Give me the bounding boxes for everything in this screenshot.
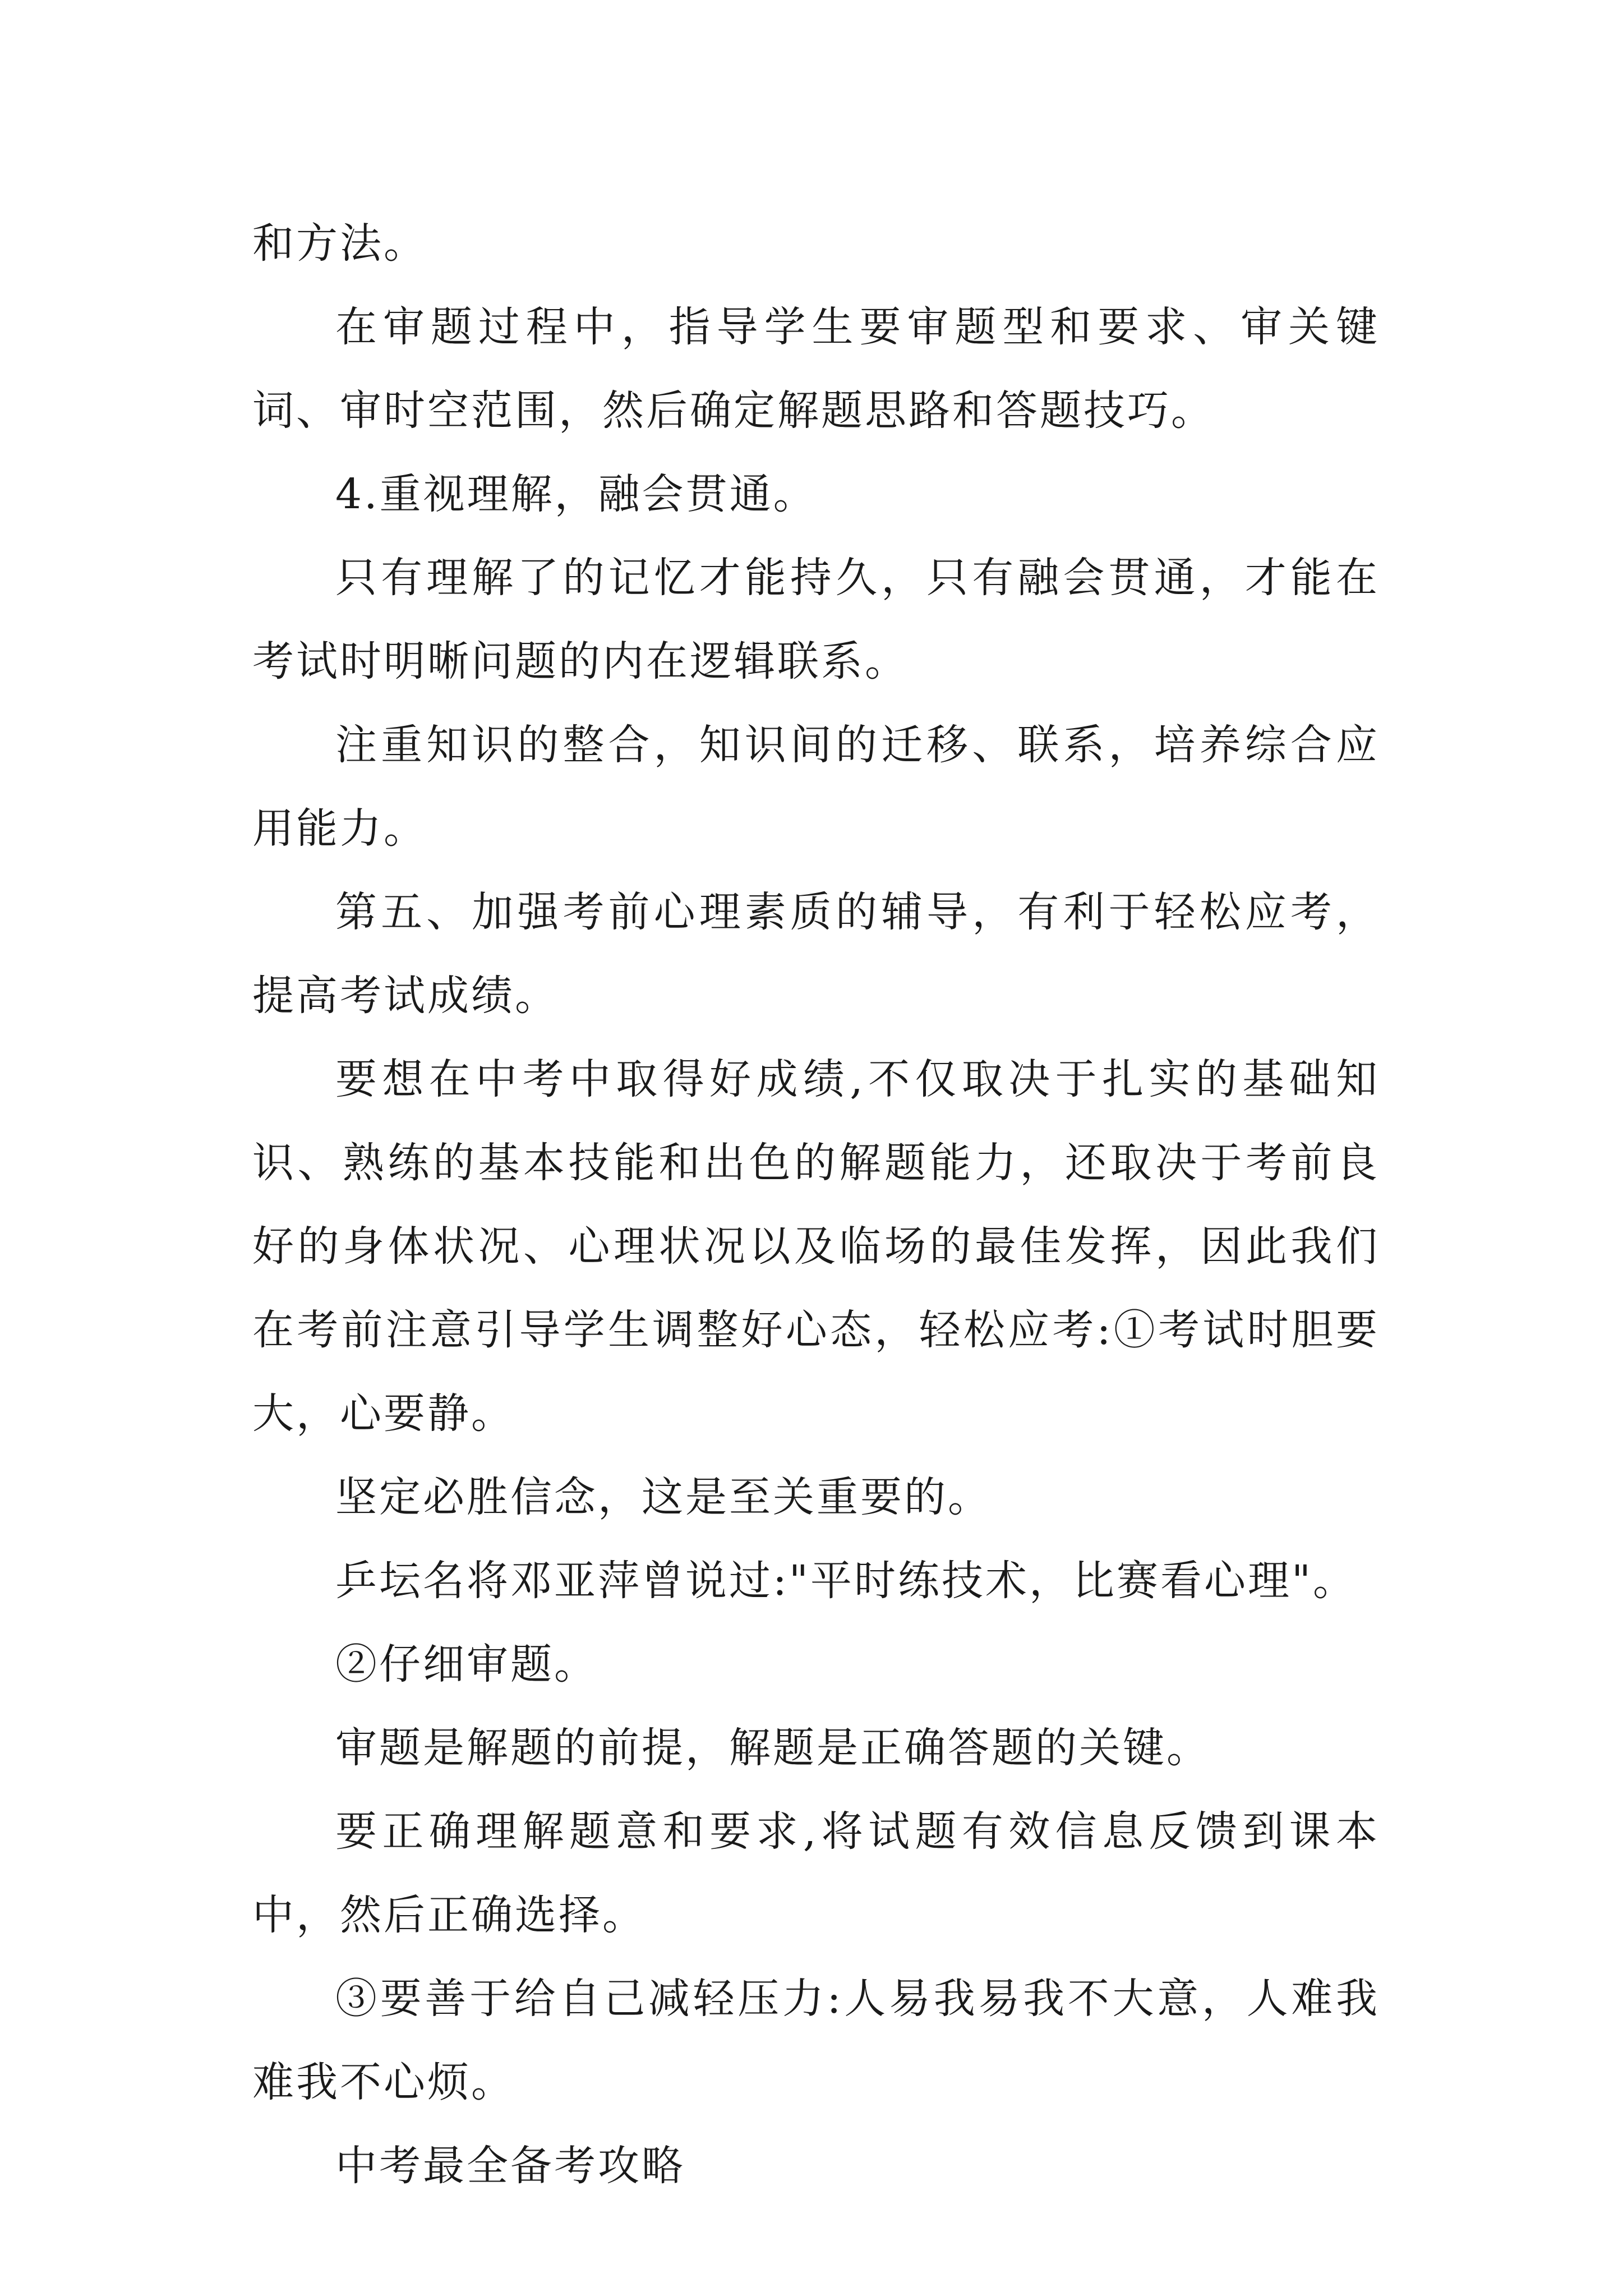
paragraph: 要想在中考中取得好成绩,不仅取决于扎实的基础知识、熟练的基本技能和出色的解题能力，还取决于考前良好的身体状况、心理状况以及临场的最佳发挥，因此我们在考前注意引导学生调整好心态，轻松应考:①考试时胆要大，心要静。 [252,1055,1380,1438]
paragraph: ②仔细审题。 [335,1640,598,1688]
paragraph: ③要善于给自己减轻压力:人易我易我不大意，人难我难我不心烦。 [252,1975,1380,2106]
paragraph: 乒坛名将邓亚萍曾说过:"平时练技术，比赛看心理"。 [335,1557,1357,1605]
document-body [252,202,1380,2208]
paragraph: 和方法。 [252,219,427,268]
section-heading: 中考最全备考攻略 [335,2142,685,2190]
paragraph: 在审题过程中，指导学生要审题型和要求、审关键词、审时空范围，然后确定解题思路和答题技巧。 [252,303,1380,435]
paragraph: 审题是解题的前提，解题是正确答题的关键。 [335,1724,1210,1772]
paragraph: 要正确理解题意和要求,将试题有效信息反馈到课本中，然后正确选择。 [252,1807,1380,1939]
paragraph: 只有理解了的记忆才能持久，只有融会贯通，才能在考试时明晰问题的内在逻辑联系。 [252,554,1380,685]
paragraph: 第五、加强考前心理素质的辅导，有利于轻松应考，提高考试成绩。 [252,888,1380,1020]
paragraph: 注重知识的整合，知识间的迁移、联系，培养综合应用能力。 [252,721,1380,853]
paragraph: 坚定必胜信念，这是至关重要的。 [335,1473,992,1521]
paragraph: 4.重视理解，融会贯通。 [335,470,817,518]
